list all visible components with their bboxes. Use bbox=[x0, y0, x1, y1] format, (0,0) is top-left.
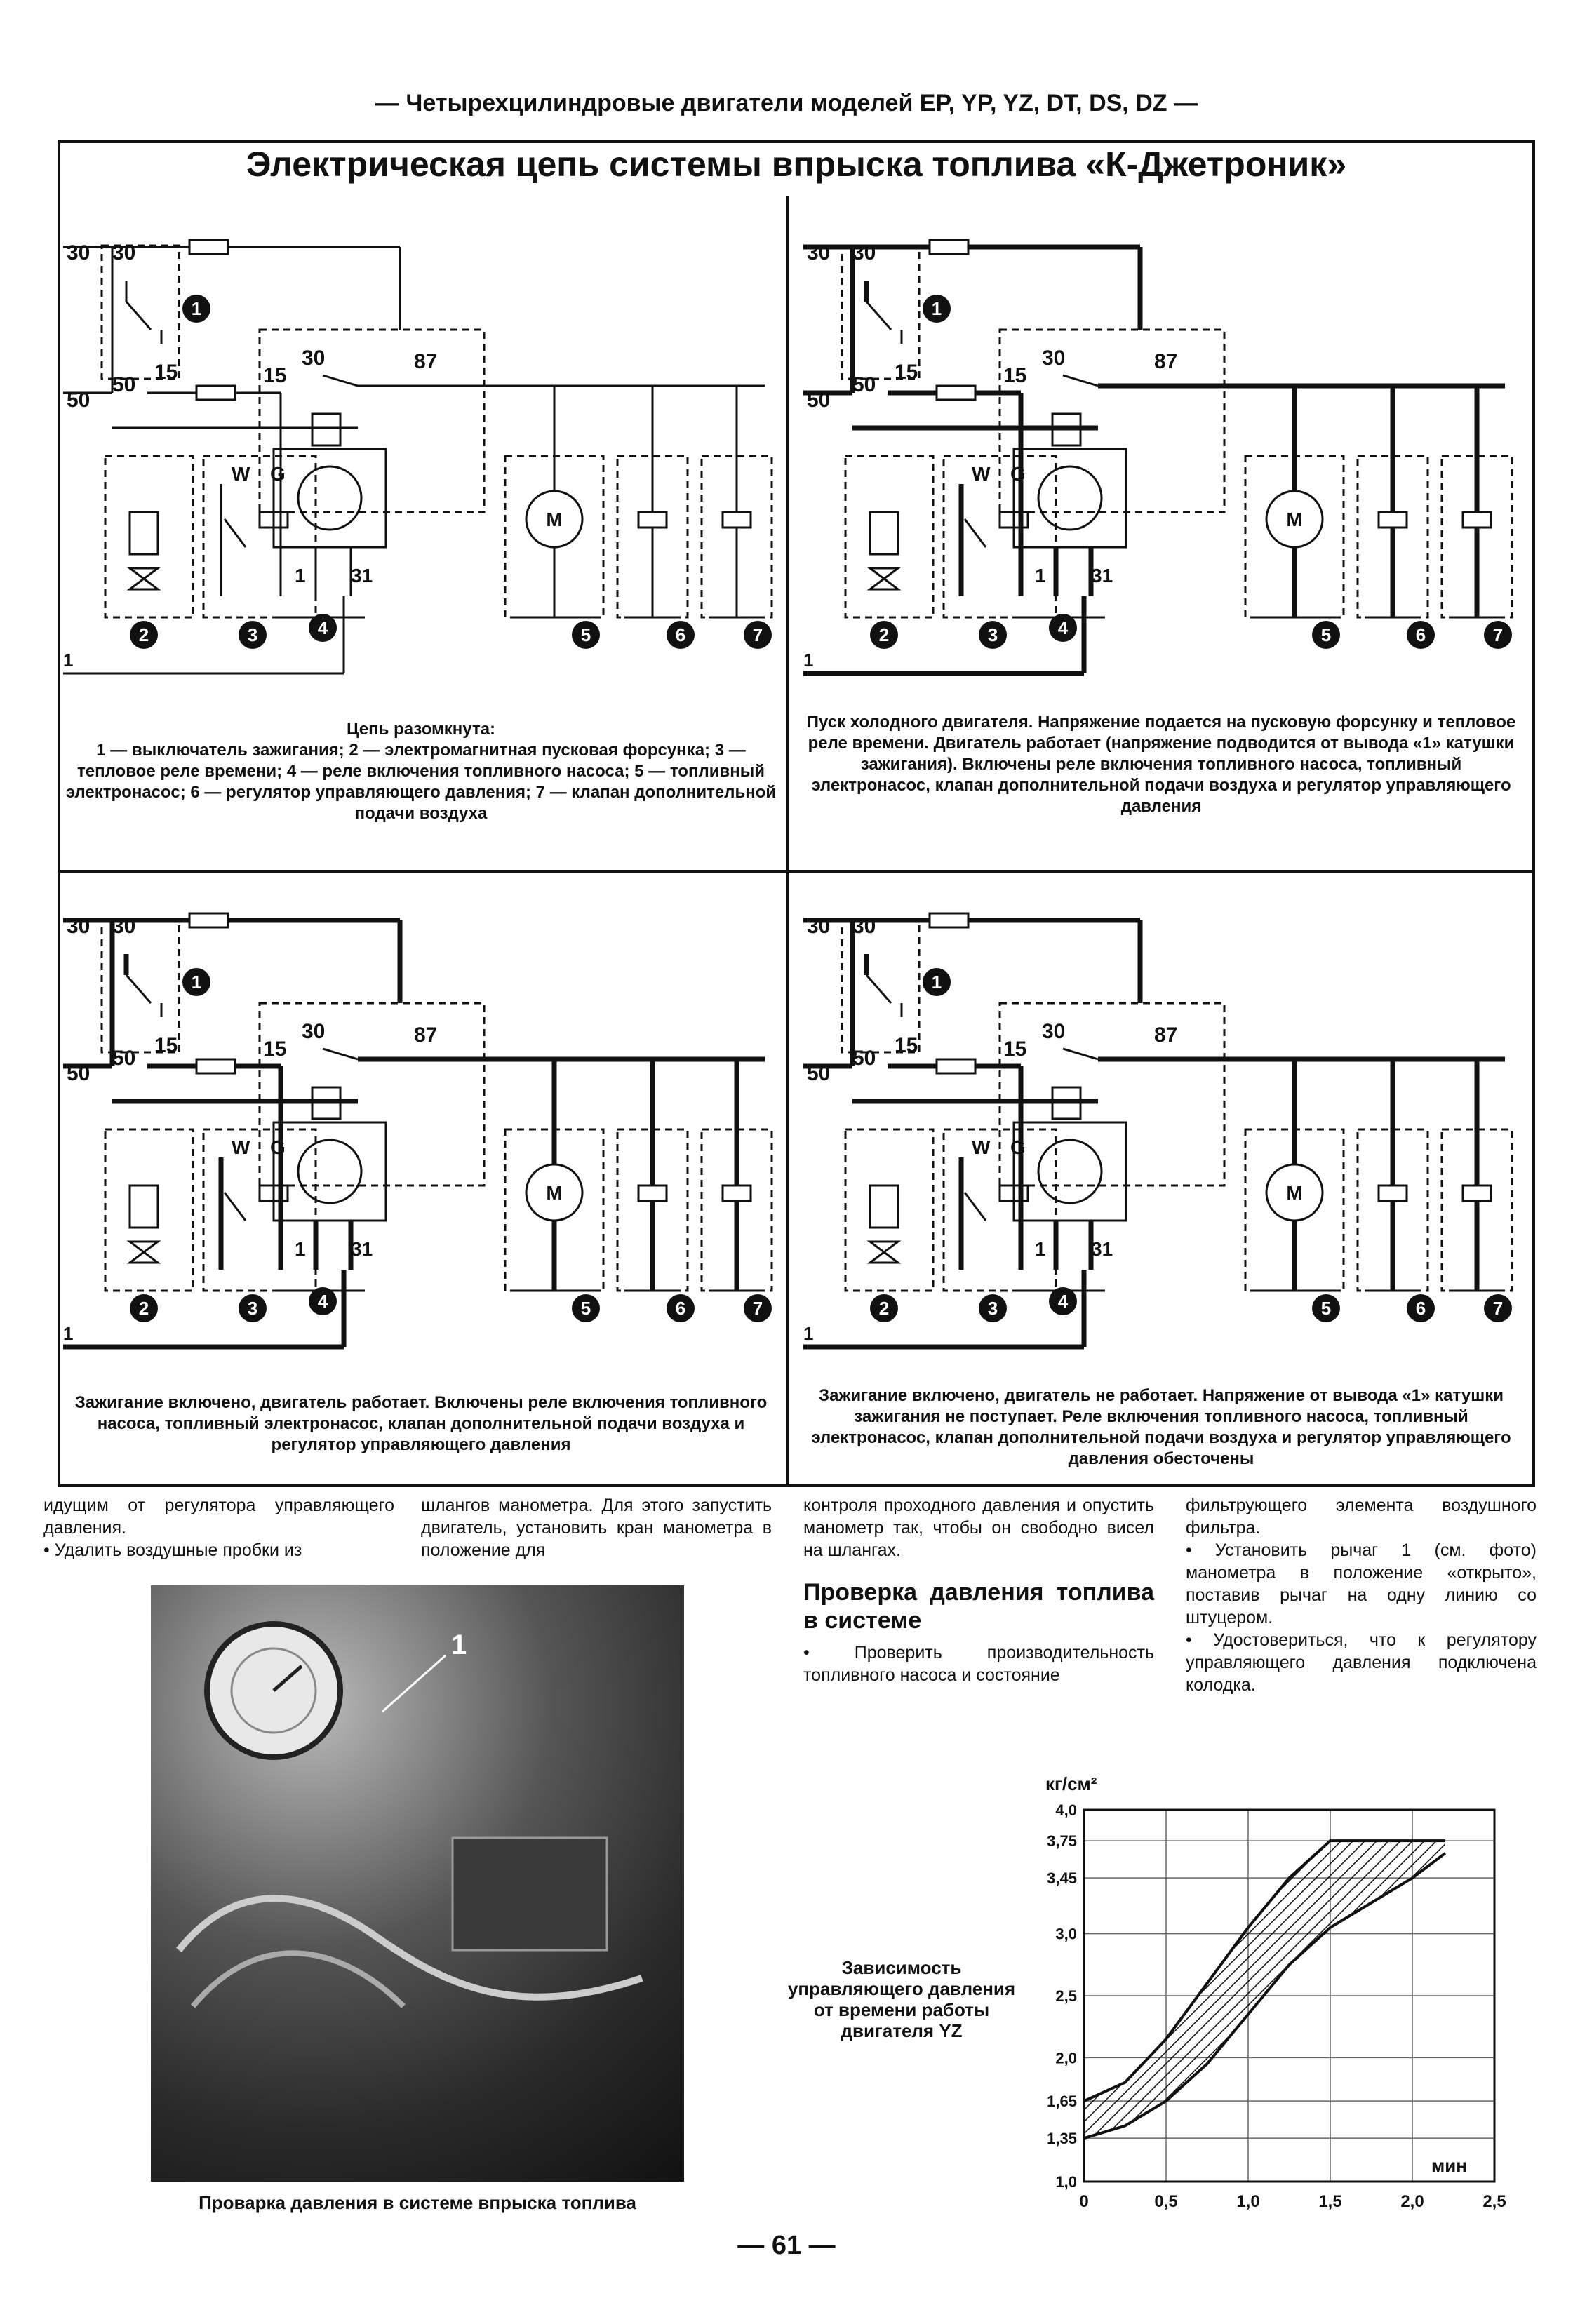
terminal-50-inner: 50 bbox=[112, 1047, 136, 1070]
air-valve-heater-icon bbox=[1463, 1185, 1491, 1201]
terminal-30: 30 bbox=[67, 915, 91, 938]
graph-caption: Зависимость управляющего давления от времени работы двигателя YZ bbox=[787, 1957, 1016, 2041]
x-axis-label: мин bbox=[1431, 2155, 1467, 2176]
component-number: 1 bbox=[191, 298, 202, 319]
regulator-heater-icon bbox=[638, 1185, 667, 1201]
terminal-15: 15 bbox=[1003, 1037, 1027, 1061]
terminal-50: 50 bbox=[67, 389, 91, 412]
component-number: 5 bbox=[580, 1298, 591, 1319]
panel-divider-vertical bbox=[786, 196, 789, 1487]
thermo-contact bbox=[965, 1193, 986, 1221]
text-column-3-a: контроля проходного давления и опустить манометр так, чтобы он свободно висел на шлангах. bbox=[803, 1496, 1154, 1560]
terminal-W: W bbox=[232, 463, 250, 485]
transistor-icon bbox=[298, 466, 361, 530]
terminal-1: 1 bbox=[1035, 565, 1046, 586]
fuse-icon bbox=[189, 913, 228, 927]
circuit-diagram-4 bbox=[793, 877, 1530, 1382]
terminal-15: 15 bbox=[1003, 364, 1027, 387]
terminal-15: 15 bbox=[263, 1037, 287, 1061]
injector-coil-icon bbox=[130, 512, 158, 554]
terminal-30-inner: 30 bbox=[852, 915, 876, 938]
circuit-diagram-3 bbox=[63, 877, 779, 1382]
start-injector-box bbox=[845, 1129, 933, 1291]
y-tick-label: 3,75 bbox=[1047, 1832, 1077, 1851]
component-number: 4 bbox=[317, 617, 328, 638]
terminal-G: G bbox=[270, 463, 286, 485]
fuse-icon bbox=[937, 1059, 975, 1073]
x-tick-label: 2,0 bbox=[1400, 2192, 1424, 2211]
y-tick-label: 3,0 bbox=[1055, 1925, 1077, 1943]
relay-controller bbox=[274, 449, 386, 547]
terminal-G: G bbox=[1010, 463, 1026, 485]
terminal-30-relay: 30 bbox=[1042, 347, 1066, 370]
component-number: 7 bbox=[752, 624, 763, 645]
terminal-87: 87 bbox=[1154, 1023, 1178, 1047]
y-tick-label: 4,0 bbox=[1055, 1801, 1077, 1819]
fuse-icon bbox=[930, 240, 968, 254]
valve-icon bbox=[870, 568, 898, 589]
x-tick-label: 0,5 bbox=[1154, 2192, 1178, 2211]
injector-coil-icon bbox=[870, 512, 898, 554]
fuse-icon bbox=[196, 1059, 235, 1073]
x-tick-label: 1,5 bbox=[1318, 2192, 1342, 2211]
relay-coil-icon bbox=[312, 414, 340, 445]
terminal-line-1: 1 bbox=[803, 1323, 814, 1344]
x-tick-label: 1,0 bbox=[1236, 2192, 1260, 2211]
component-number: 6 bbox=[1415, 1298, 1426, 1319]
terminal-line-1: 1 bbox=[803, 650, 814, 671]
x-tick-label: 0 bbox=[1079, 2192, 1089, 2211]
motor-label: M bbox=[546, 509, 563, 530]
terminal-15-switch: 15 bbox=[895, 1034, 918, 1057]
thermo-contact bbox=[225, 519, 246, 547]
component-number: 2 bbox=[138, 1298, 149, 1319]
terminal-50: 50 bbox=[807, 389, 831, 412]
terminal-31: 31 bbox=[351, 565, 373, 586]
terminal-15: 15 bbox=[263, 364, 287, 387]
running-head: — Четырехцилиндровые двигатели моделей EP, YP, YZ, DT, DS, DZ — bbox=[375, 90, 1198, 116]
fuse-icon bbox=[930, 913, 968, 927]
component-number: 1 bbox=[931, 972, 942, 993]
relay-controller bbox=[274, 1122, 386, 1221]
component-number: 2 bbox=[138, 624, 149, 645]
text-column-2: шлангов манометра. Для этого запустить двигатель, установить кран манометра в положение для bbox=[421, 1496, 772, 1560]
component-number: 3 bbox=[987, 624, 998, 645]
switch-contact bbox=[126, 975, 151, 1003]
terminal-1: 1 bbox=[1035, 1238, 1046, 1260]
component-number: 7 bbox=[1492, 1298, 1504, 1319]
transistor-icon bbox=[1038, 1140, 1102, 1203]
switch-contact bbox=[126, 302, 151, 330]
terminal-30-relay: 30 bbox=[1042, 1020, 1066, 1043]
terminal-87: 87 bbox=[1154, 350, 1178, 373]
transistor-icon bbox=[1038, 466, 1102, 530]
terminal-line-1: 1 bbox=[63, 650, 74, 671]
relay-contact bbox=[323, 375, 358, 386]
switch-contact bbox=[866, 302, 891, 330]
component-number: 1 bbox=[931, 298, 942, 319]
component-number: 1 bbox=[191, 972, 202, 993]
fuse-icon bbox=[937, 386, 975, 400]
panel-caption-1: Цепь разомкнута: 1 — выключатель зажигания; 2 — электромагнитная пусковая форсунка; 3 — тепловое реле времени; 4 — реле включения топливного насоса; 5 — топливный электронасос; 6 — регулятор управляющего давления; 7 — клапан дополнительной подачи воздуха bbox=[65, 720, 777, 823]
terminal-30-inner: 30 bbox=[852, 241, 876, 264]
component-number: 6 bbox=[675, 624, 686, 645]
terminal-15-switch: 15 bbox=[154, 361, 178, 384]
terminal-W: W bbox=[232, 1136, 250, 1158]
terminal-15-switch: 15 bbox=[154, 1034, 178, 1057]
terminal-30-relay: 30 bbox=[302, 1020, 326, 1043]
panel-caption-2: Пуск холодного двигателя. Напряжение подается на пусковую форсунку и тепловое реле времени. Двигатель работает (напряжение подводится от вывода «1» катушки зажигания). Включены реле включения топливного насоса, топливный электронасос, клапан дополнительной подачи воздуха и регулятор управляющего давления bbox=[806, 713, 1516, 816]
y-tick-label: 1,35 bbox=[1047, 2130, 1077, 2148]
component-number: 3 bbox=[247, 1298, 258, 1319]
page-number: — 61 — bbox=[737, 2231, 836, 2260]
pressure-chart bbox=[1003, 1726, 1544, 2231]
relay-controller bbox=[1014, 1122, 1126, 1221]
start-injector-box bbox=[105, 1129, 193, 1291]
terminal-31: 31 bbox=[1091, 565, 1113, 586]
component-number: 6 bbox=[1415, 624, 1426, 645]
engine-photo bbox=[151, 1585, 684, 2182]
component-number: 5 bbox=[1320, 1298, 1332, 1319]
figure-title: Электрическая цепь системы впрыска топлива «К-Джетроник» bbox=[246, 145, 1347, 184]
component-number: 5 bbox=[580, 624, 591, 645]
fuel-pump-relay-box bbox=[1000, 1003, 1224, 1185]
component-number: 7 bbox=[752, 1298, 763, 1319]
regulator-heater-icon bbox=[1379, 1185, 1407, 1201]
fuel-pump-relay-box bbox=[260, 330, 484, 512]
fuel-pump-relay-box bbox=[260, 1003, 484, 1185]
text-column-3 bbox=[803, 1494, 1154, 1686]
x-tick-label: 2,5 bbox=[1482, 2192, 1506, 2211]
regulator-heater-icon bbox=[638, 512, 667, 528]
photo-callout: 1 bbox=[451, 1630, 467, 1660]
component-number: 4 bbox=[1057, 617, 1069, 638]
fuse-icon bbox=[189, 240, 228, 254]
y-tick-label: 2,5 bbox=[1055, 1987, 1077, 2005]
text-column-3-b: • Проверить производительность топливного насоса и состояние bbox=[803, 1643, 1154, 1685]
component-number: 7 bbox=[1492, 624, 1504, 645]
air-valve-heater-icon bbox=[1463, 512, 1491, 528]
terminal-30-inner: 30 bbox=[112, 241, 136, 264]
terminal-31: 31 bbox=[1091, 1238, 1113, 1260]
terminal-30: 30 bbox=[67, 241, 91, 264]
circuit-diagram-2 bbox=[793, 203, 1530, 708]
pressure-band-area bbox=[1084, 1841, 1445, 2138]
injector-coil-icon bbox=[870, 1185, 898, 1228]
component-number: 2 bbox=[878, 624, 890, 645]
terminal-30-relay: 30 bbox=[302, 347, 326, 370]
terminal-G: G bbox=[1010, 1136, 1026, 1158]
text-column-1: идущим от регулятора управляющего давления. • Удалить воздушные пробки из bbox=[43, 1496, 394, 1560]
thermo-contact bbox=[225, 1193, 246, 1221]
component-number: 3 bbox=[987, 1298, 998, 1319]
motor-label: M bbox=[1286, 509, 1303, 530]
panel-caption-4: Зажигание включено, двигатель не работает. Напряжение от вывода «1» катушки зажигания не поступает. Реле включения топливного насоса, топливный электронасос, клапан дополнительной подачи воздуха и регулятор управляющего давления обесточены bbox=[811, 1386, 1511, 1468]
terminal-1: 1 bbox=[295, 1238, 306, 1260]
terminal-W: W bbox=[972, 1136, 991, 1158]
component-number: 6 bbox=[675, 1298, 686, 1319]
terminal-50: 50 bbox=[67, 1062, 91, 1085]
fuse-icon bbox=[196, 386, 235, 400]
terminal-G: G bbox=[270, 1136, 286, 1158]
panel-divider-horizontal bbox=[58, 870, 1535, 873]
terminal-15-switch: 15 bbox=[895, 361, 918, 384]
terminal-50: 50 bbox=[807, 1062, 831, 1085]
y-tick-label: 3,45 bbox=[1047, 1869, 1077, 1888]
air-valve-heater-icon bbox=[723, 512, 751, 528]
injector-coil-icon bbox=[130, 1185, 158, 1228]
motor-label: M bbox=[546, 1182, 563, 1204]
terminal-50-inner: 50 bbox=[852, 373, 876, 396]
y-tick-label: 2,0 bbox=[1055, 2049, 1077, 2067]
text-column-4: фильтрующего элемента воздушного фильтра. • Установить рычаг 1 (см. фото) манометра в положение «открыто», поставив рычаг на одну линию со штуцером. • Удостовериться, что к регулятору управляющего давления подключена колодка. bbox=[1186, 1496, 1537, 1695]
regulator-heater-icon bbox=[1379, 512, 1407, 528]
terminal-31: 31 bbox=[351, 1238, 373, 1260]
photo-caption: Проварка давления в системе впрыска топлива bbox=[199, 2192, 636, 2213]
thermo-contact bbox=[965, 519, 986, 547]
terminal-1: 1 bbox=[295, 565, 306, 586]
air-valve-heater-icon bbox=[723, 1185, 751, 1201]
terminal-50-inner: 50 bbox=[852, 1047, 876, 1070]
relay-contact bbox=[1063, 375, 1098, 386]
valve-icon bbox=[130, 568, 158, 589]
start-injector-box bbox=[845, 456, 933, 617]
motor-label: M bbox=[1286, 1182, 1303, 1204]
terminal-87: 87 bbox=[414, 1023, 438, 1047]
component-number: 2 bbox=[878, 1298, 890, 1319]
component-number: 4 bbox=[317, 1291, 328, 1312]
terminal-line-1: 1 bbox=[63, 1323, 74, 1344]
switch-contact bbox=[866, 975, 891, 1003]
valve-icon bbox=[870, 1242, 898, 1263]
terminal-30: 30 bbox=[807, 915, 831, 938]
start-injector-box bbox=[105, 456, 193, 617]
component-number: 4 bbox=[1057, 1291, 1069, 1312]
fuel-pump-relay-box bbox=[1000, 330, 1224, 512]
panel-caption-3: Зажигание включено, двигатель работает. Включены реле включения топливного насоса, топливный электронасос, клапан дополнительной подачи воздуха и регулятор управляющего давления bbox=[74, 1393, 768, 1454]
terminal-50-inner: 50 bbox=[112, 373, 136, 396]
terminal-W: W bbox=[972, 463, 991, 485]
component-number: 5 bbox=[1320, 624, 1332, 645]
terminal-30-inner: 30 bbox=[112, 915, 136, 938]
terminal-87: 87 bbox=[414, 350, 438, 373]
section-heading: Проверка давления топлива в системе bbox=[803, 1579, 1154, 1634]
relay-controller bbox=[1014, 449, 1126, 547]
component-number: 3 bbox=[247, 624, 258, 645]
relay-contact bbox=[323, 1049, 358, 1059]
valve-icon bbox=[130, 1242, 158, 1263]
y-tick-label: 1,0 bbox=[1055, 2173, 1077, 2191]
terminal-30: 30 bbox=[807, 241, 831, 264]
relay-contact bbox=[1063, 1049, 1098, 1059]
transistor-icon bbox=[298, 1140, 361, 1203]
circuit-diagram-1 bbox=[63, 203, 779, 708]
y-tick-label: 1,65 bbox=[1047, 2093, 1077, 2111]
y-axis-label: кг/см² bbox=[1045, 1773, 1097, 1794]
